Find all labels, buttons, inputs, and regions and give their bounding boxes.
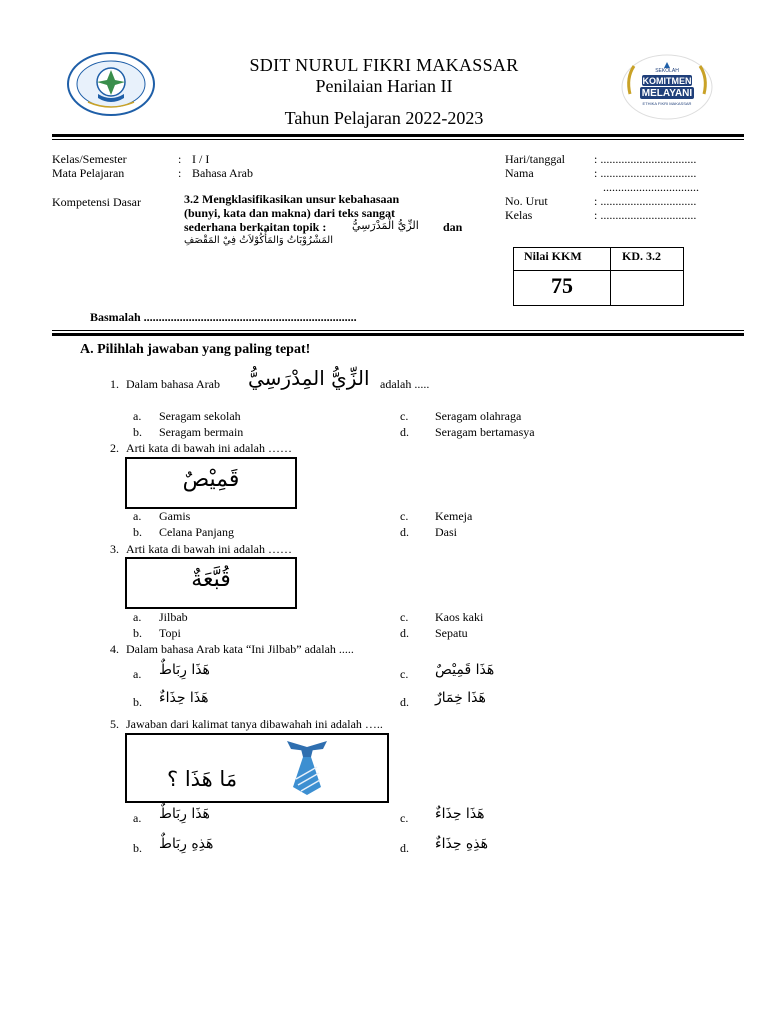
mapel-label: Mata Pelajaran <box>52 166 125 180</box>
header-divider-thin <box>52 139 744 140</box>
kkm-row-divider <box>514 270 683 271</box>
nama-field-cont[interactable]: ................................ <box>603 180 699 194</box>
q3-d-letter: d. <box>400 626 409 640</box>
kkm-table <box>513 247 684 306</box>
q2-number: 2. <box>110 441 119 455</box>
q3-c-letter: c. <box>400 610 409 624</box>
q1-number: 1. <box>110 377 119 391</box>
kkm-header: Nilai KKM <box>524 249 582 263</box>
q1-text-post: adalah ..... <box>380 377 430 391</box>
q2-arabic: قَمِيْصٌ <box>182 467 240 492</box>
kd-line2: (bunyi, kata dan makna) dari teks sangat <box>184 206 396 220</box>
q1-text-pre: Dalam bahasa Arab <box>126 377 220 391</box>
q3-option-d[interactable]: Sepatu <box>435 626 468 640</box>
badge-sub-text: ETHIKA FIKRI MAKASSAR <box>642 101 692 106</box>
q4-a-letter: a. <box>133 667 142 681</box>
q1-option-c[interactable]: Seragam olahraga <box>435 409 522 423</box>
no-urut-label: No. Urut <box>505 194 548 208</box>
hari-field[interactable]: : ................................ <box>594 152 697 166</box>
q1-option-d[interactable]: Seragam bertamasya <box>435 425 535 439</box>
q3-option-c[interactable]: Kaos kaki <box>435 610 484 624</box>
q5-option-b[interactable]: هَذِهِ رِبَاطٌ <box>159 836 214 852</box>
q4-text: Dalam bahasa Arab kata “Ini Jilbab” adalah ..... <box>126 642 354 656</box>
academic-year: Tahun Pelajaran 2022-2023 <box>284 108 484 128</box>
q2-text: Arti kata di bawah ini adalah …… <box>126 441 292 455</box>
q4-number: 4. <box>110 642 119 656</box>
q2-a-letter: a. <box>133 509 142 523</box>
q2-option-d[interactable]: Dasi <box>435 525 457 539</box>
q4-option-b[interactable]: هَذَا حِذَاءٌ <box>159 690 209 706</box>
q1-option-a[interactable]: Seragam sekolah <box>159 409 241 423</box>
q5-b-letter: b. <box>133 841 142 855</box>
kd-header: KD. 3.2 <box>622 249 661 263</box>
no-urut-field[interactable]: : ................................ <box>594 194 697 208</box>
kelas-colon: : <box>178 152 182 166</box>
q4-option-c[interactable]: هَذَا قَمِيْصٌ <box>435 662 495 678</box>
q5-d-letter: d. <box>400 841 409 855</box>
q4-c-letter: c. <box>400 667 409 681</box>
q5-option-c[interactable]: هَذَا حِذَاءٌ <box>435 806 485 822</box>
kd-score[interactable] <box>614 274 680 302</box>
q5-option-d[interactable]: هَذِهِ حِذَاءٌ <box>435 836 488 852</box>
header-divider <box>52 134 744 137</box>
mapel-colon: : <box>178 166 182 180</box>
hari-label: Hari/tanggal <box>505 152 565 166</box>
kelas2-field[interactable]: : ................................ <box>594 208 697 222</box>
q4-b-letter: b. <box>133 695 142 709</box>
q3-arabic: قُبَّعَةٌ <box>191 567 231 592</box>
section-divider <box>52 333 744 336</box>
necktie-icon <box>285 737 329 797</box>
kd-arabic-1: الزِّيُّ الْمَدْرَسِيُّ <box>352 219 419 232</box>
q5-a-letter: a. <box>133 811 142 825</box>
section-divider-thin <box>52 330 744 331</box>
q3-text: Arti kata di bawah ini adalah …… <box>126 542 292 556</box>
assessment-title: Penilaian Harian II <box>315 76 453 96</box>
mapel-value: Bahasa Arab <box>192 166 253 180</box>
q3-word-box <box>125 557 297 609</box>
q1-d-letter: d. <box>400 425 409 439</box>
q3-a-letter: a. <box>133 610 142 624</box>
q4-d-letter: d. <box>400 695 409 709</box>
q5-text: Jawaban dari kalimat tanya dibawahah ini adalah ….. <box>126 717 383 731</box>
nama-field[interactable]: : ................................ <box>594 166 697 180</box>
q5-c-letter: c. <box>400 811 409 825</box>
q3-option-b[interactable]: Topi <box>159 626 181 640</box>
q2-option-c[interactable]: Kemeja <box>435 509 473 523</box>
q2-word-box <box>125 457 297 509</box>
q2-option-a[interactable]: Gamis <box>159 509 191 523</box>
badge-line1: KOMITMEN <box>642 76 692 86</box>
q2-d-letter: d. <box>400 525 409 539</box>
q4-option-d[interactable]: هَذَا خِمَارٌ <box>435 690 486 706</box>
q1-b-letter: b. <box>133 425 142 439</box>
q3-b-letter: b. <box>133 626 142 640</box>
q3-option-a[interactable]: Jilbab <box>159 610 188 624</box>
q5-number: 5. <box>110 717 119 731</box>
badge-line2: MELAYANI <box>641 88 693 99</box>
kd-label: Kompetensi Dasar <box>52 195 141 209</box>
nama-label: Nama <box>505 166 534 180</box>
kd-and: dan <box>443 220 463 234</box>
basmalah-line[interactable]: Basmalah ....................................................................... <box>90 310 357 324</box>
badge-small-text: SEKOLAH <box>655 68 679 74</box>
kkm-value: 75 <box>551 273 573 298</box>
q1-c-letter: c. <box>400 409 409 423</box>
school-name: SDIT NURUL FIKRI MAKASSAR <box>249 55 519 75</box>
q2-c-letter: c. <box>400 509 409 523</box>
q4-option-a[interactable]: هَذَا رِبَاطٌ <box>159 662 210 678</box>
q1-a-letter: a. <box>133 409 142 423</box>
kd-line1: 3.2 Mengklasifikasikan unsur kebahasaan <box>184 192 400 206</box>
kelas2-label: Kelas <box>505 208 533 222</box>
q2-option-b[interactable]: Celana Panjang <box>159 525 234 539</box>
q3-number: 3. <box>110 542 119 556</box>
q5-arabic: مَا هَذَا ؟ <box>167 767 238 791</box>
section-title: A. Pilihlah jawaban yang paling tepat! <box>80 342 311 357</box>
q1-arabic: الزِّيُّ المِدْرَسِيُّ <box>248 366 370 390</box>
q2-b-letter: b. <box>133 525 142 539</box>
kd-arabic-2: المَشْرُوْبَاتُ وَالمَأْكُوْلاَتُ فِيْ المَقْصَفِ <box>184 235 333 246</box>
kd-line3: sederhana berkaitan topik : <box>184 220 327 234</box>
q5-picture-box <box>125 733 389 803</box>
q1-option-b[interactable]: Seragam bermain <box>159 425 244 439</box>
kelas-value: I / I <box>192 152 210 166</box>
q5-option-a[interactable]: هَذَا رِبَاطٌ <box>159 806 210 822</box>
kelas-label: Kelas/Semester <box>52 152 127 166</box>
